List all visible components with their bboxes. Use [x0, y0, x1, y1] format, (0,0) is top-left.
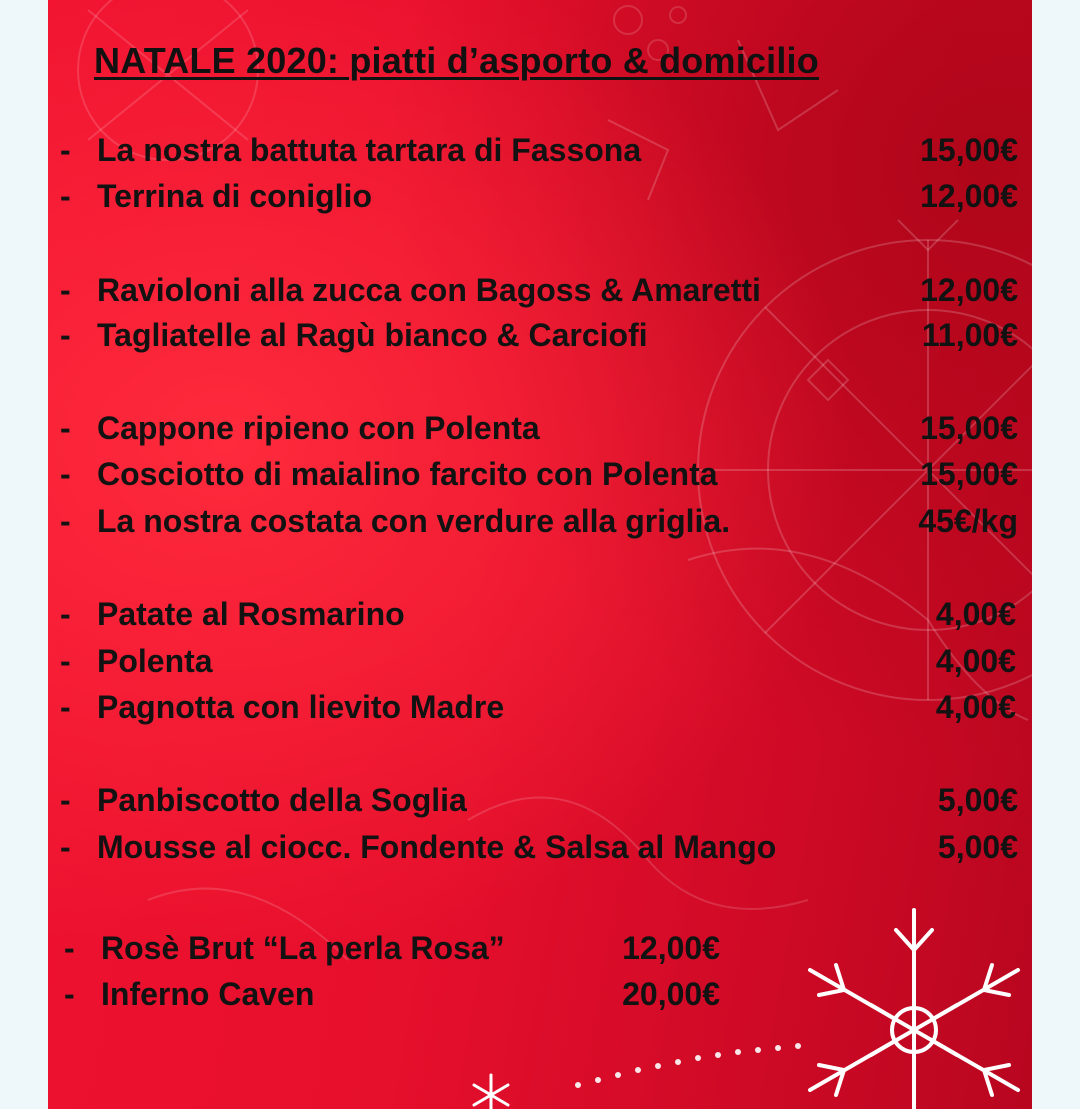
item-bullet: -: [60, 272, 71, 308]
menu-item: [64, 926, 720, 970]
item-name: Patate al Rosmarino: [97, 596, 405, 632]
menu-item: [60, 825, 1018, 869]
item-price: 5,00€: [937, 782, 1018, 818]
item-name: Tagliatelle al Ragù bianco & Carciofi: [97, 317, 648, 353]
item-name: Inferno Caven: [101, 976, 315, 1012]
menu-item: [60, 592, 1016, 636]
item-bullet: -: [60, 317, 71, 353]
item-name: Ravioloni alla zucca con Bagoss & Amaretti: [97, 272, 761, 308]
snowflake-icon: [810, 910, 1018, 1109]
item-name: Cappone ripieno con Polenta: [97, 410, 540, 446]
item-bullet: -: [60, 829, 71, 865]
item-bullet: -: [60, 503, 71, 539]
menu-item: [60, 406, 1018, 450]
item-bullet: -: [60, 596, 71, 632]
menu-item: [60, 452, 1018, 496]
item-bullet: -: [60, 178, 71, 214]
menu-item: [60, 174, 1018, 218]
menu-item: [60, 639, 1016, 683]
item-name: La nostra battuta tartara di Fassona: [97, 132, 642, 168]
item-price: 5,00€: [937, 829, 1018, 865]
menu-item: [60, 685, 1016, 729]
item-name: Cosciotto di maialino farcito con Polenta: [97, 456, 718, 492]
item-bullet: -: [60, 410, 71, 446]
item-price: 12,00€: [920, 272, 1018, 308]
item-price: 11,00€: [921, 317, 1018, 353]
item-name: La nostra costata con verdure alla griglia.: [97, 503, 731, 539]
menu-title: NATALE 2020: piatti d’asporto & domicilio: [94, 40, 819, 81]
item-price: 4,00€: [935, 643, 1016, 679]
item-price: 12,00€: [920, 178, 1018, 214]
item-price: 15,00€: [920, 410, 1018, 446]
menu-item: [60, 128, 1018, 172]
item-price: 4,00€: [935, 596, 1016, 632]
item-bullet: -: [64, 976, 75, 1012]
item-name: Panbiscotto della Soglia: [97, 782, 467, 818]
item-name: Terrina di coniglio: [97, 178, 372, 214]
item-bullet: -: [64, 930, 75, 966]
item-name: Polenta: [97, 643, 213, 679]
item-bullet: -: [60, 782, 71, 818]
item-price: 45€/kg: [918, 503, 1018, 539]
menu-item: [60, 313, 1018, 357]
item-price: 20,00€: [622, 976, 720, 1012]
item-bullet: -: [60, 643, 71, 679]
item-price: 12,00€: [622, 930, 720, 966]
menu-item: [60, 778, 1018, 822]
item-name: Pagnotta con lievito Madre: [97, 689, 505, 725]
item-price: 4,00€: [935, 689, 1016, 725]
item-bullet: -: [60, 132, 71, 168]
menu-item: [60, 268, 1018, 312]
item-price: 15,00€: [920, 456, 1018, 492]
item-name: Mousse al ciocc. Fondente & Salsa al Mango: [97, 829, 777, 865]
menu-poster: [48, 0, 1032, 1109]
item-bullet: -: [60, 456, 71, 492]
item-name: Rosè Brut “La perla Rosa”: [101, 930, 505, 966]
item-price: 15,00€: [920, 132, 1018, 168]
item-bullet: -: [60, 689, 71, 725]
menu-item: [64, 972, 720, 1016]
menu-item: [60, 499, 1018, 543]
